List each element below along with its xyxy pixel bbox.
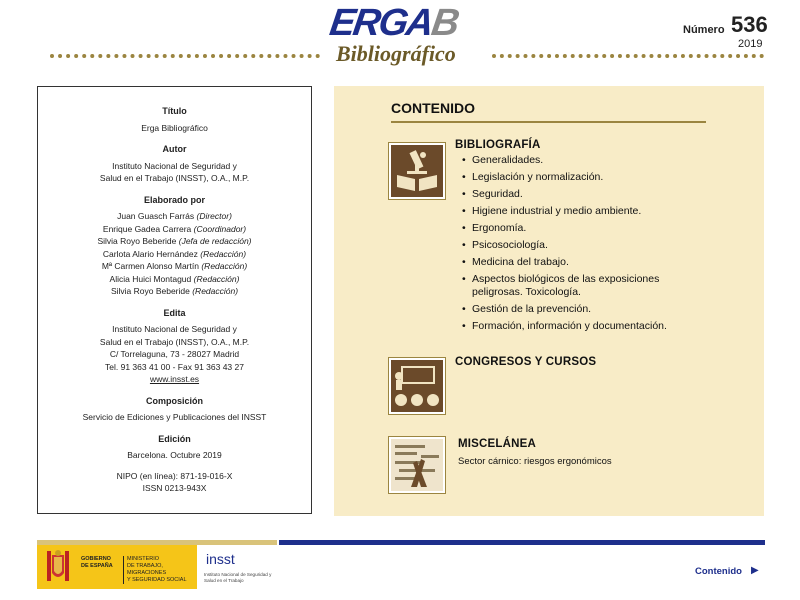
insst-subtitle: Instituto Nacional de Seguridad y Salud en el Trabajo [204,572,272,583]
gov-line: DE ESPAÑA [81,563,113,569]
composicion-heading: Composición [145,395,203,406]
ministry-line: MINISTERIO [127,556,160,562]
bibliografia-icon[interactable] [388,142,446,200]
staff-name: Enrique Gadea Carrera [102,223,192,234]
logo-subtitle: Bibliográfico [336,41,456,66]
elaborado-line [38,248,311,261]
logo-word-b: B [428,2,461,44]
edita-heading: Edita [163,307,186,318]
contents-panel [334,86,764,516]
header-dotted-rule-left [50,54,320,62]
autor-heading: Autor [162,144,187,154]
logo-word-main: ERGA [327,2,435,44]
miscelanea-icon[interactable] [388,436,446,494]
miscelanea-title[interactable]: MISCELÁNEA [458,438,537,450]
next-arrow-icon[interactable]: ▶ [751,565,759,576]
newspaper-tools-icon [391,439,443,491]
bibliografia-item[interactable]: • Medicina del trabajo. [462,256,692,269]
issue-year: 2019 [738,38,763,50]
insst-logo [200,545,278,589]
staff-name: Alicia Huici Montagud [109,273,192,284]
logo-wordmark [327,4,460,42]
elaborado-line [38,210,311,223]
ministry-line: Y SEGURIDAD SOCIAL [127,577,187,583]
elaborado-line [38,223,311,236]
congresos-icon[interactable] [388,357,446,415]
composicion-value: Servicio de Ediciones y Publicaciones del INSST [82,412,267,422]
elaborado-line [38,273,311,286]
credits-box [37,86,312,514]
staff-role: (Coordinador) [193,223,247,234]
header-dotted-rule-right [492,54,764,62]
gobierno-logo [37,545,197,589]
insst-wordmark: insst [206,551,235,567]
bibliografia-title[interactable]: BIBLIOGRAFÍA [455,139,541,151]
issue-number: 536 [731,12,768,37]
ministry-line: DE TRABAJO, MIGRACIONES [127,563,167,576]
staff-name: Silvia Royo Beberide [110,286,190,296]
congresos-title[interactable]: CONGRESOS Y CURSOS [455,356,597,368]
bibliografia-item[interactable]: • Seguridad. [462,188,692,201]
staff-role: (Redacción) [193,273,240,284]
bibliografia-item[interactable]: • Ergonomía. [462,222,692,235]
edita-line: Instituto Nacional de Seguridad y [112,324,237,334]
elaborado-heading: Elaborado por [143,194,205,205]
bibliografia-item[interactable]: • Psicosociología. [462,239,692,252]
ministerio-text [123,556,197,584]
elaborado-line [38,285,311,298]
elaborado-line [38,260,311,273]
edicion-heading: Edición [158,433,191,444]
issue-number-label: Número [683,24,725,36]
edita-line: Tel. 91 363 41 00 - Fax 91 363 43 27 [105,361,244,372]
gov-line: GOBIERNO [81,556,111,562]
miscelanea-text[interactable]: Sector cárnico: riesgos ergonómicos [458,456,612,467]
contenido-link[interactable]: Contenido [695,566,742,577]
titulo-value: Erga Bibliográfico [141,122,208,133]
staff-role: (Director) [196,211,232,221]
autor-line: Salud en el Trabajo (INSST), O.A., M.P. [99,173,250,183]
issn: ISSN 0213-943X [142,483,207,493]
nipo: NIPO (en línea): 871-19-016-X [116,470,233,481]
staff-name: Mª Carmen Alonso Martín [101,261,199,271]
erga-logo [327,2,500,68]
autor-line: Instituto Nacional de Seguridad y [112,160,237,171]
staff-role: (Jefa de redacción) [178,236,252,246]
staff-name: Juan Guasch Farrás [117,211,195,221]
staff-name: Silvia Royo Beberide [97,236,177,246]
edita-line: C/ Torrelaguna, 73 - 28027 Madrid [109,349,240,359]
bibliografia-item[interactable]: • Formación, información y documentación. [462,320,692,333]
titulo-heading: Título [162,106,187,116]
staff-role: (Redacción) [192,286,239,296]
bibliografia-item[interactable]: • Aspectos biológicos de las exposiciones peligrosas. Toxicología. [462,273,692,299]
contenido-title: CONTENIDO [391,100,475,116]
edicion-value: Barcelona. Octubre 2019 [127,450,222,460]
contenido-rule [391,121,706,123]
bibliografia-list [462,154,692,337]
bibliografia-item[interactable]: • Gestión de la prevención. [462,303,692,316]
edita-line: Salud en el Trabajo (INSST), O.A., M.P. [99,336,250,347]
gobierno-text [81,556,113,570]
elaborado-line [38,235,311,248]
insst-website-link[interactable]: www.insst.es [149,374,200,384]
coat-of-arms-icon [45,549,71,585]
book-microscope-icon [391,145,443,197]
bibliografia-item[interactable]: • Legislación y normalización. [462,171,692,184]
classroom-icon [391,360,443,412]
bibliografia-item[interactable]: • Higiene industrial y medio ambiente. [462,205,692,218]
staff-role: (Redacción) [200,248,247,259]
bibliografia-item[interactable]: • Generalidades. [462,154,692,167]
footer-rule-blue [279,540,765,545]
staff-name: Carlota Alario Hernández [102,248,198,259]
staff-role: (Redacción) [201,261,248,271]
